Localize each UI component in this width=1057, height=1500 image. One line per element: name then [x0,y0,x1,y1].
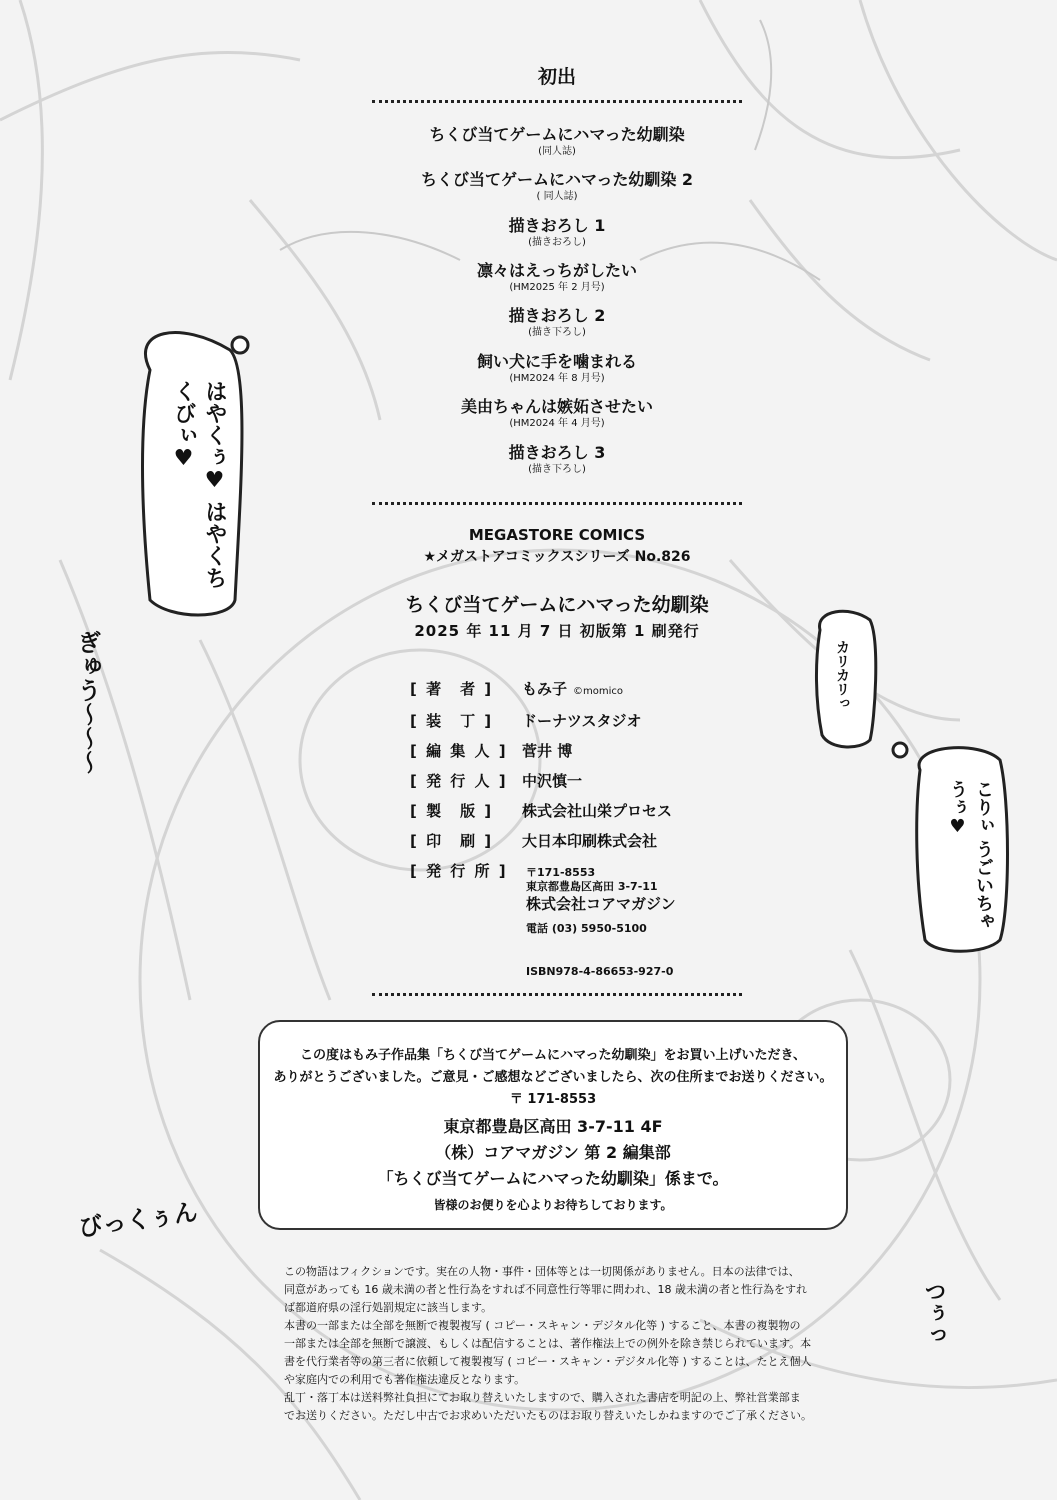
series-number: ★メガストアコミックスシリーズ No.826 [423,549,691,565]
bubble-text-left-bottom: びっくぅん [76,1197,200,1243]
legal-notice-line: や家庭内での利用でも著作権法違反となります。 [284,1373,526,1386]
message-closing: 皆様のお便りを心よりお待ちしております。 [433,1198,673,1212]
work-title: 描きおろし 3 [508,443,606,462]
work-entry-8 [372,443,742,477]
first-appearance-heading: 初出 [537,66,576,88]
reader-message-box [258,1020,848,1230]
credit-value: ドーナツスタジオ [522,712,642,730]
credit-value: 大日本印刷株式会社 [522,832,658,850]
work-entry-2 [372,170,742,204]
credit-label: [ 発 行 所 ] [410,862,508,880]
message-department: （株）コアマガジン 第 2 編集部 [435,1143,671,1162]
publisher-phone: 電話 (03) 5950-5100 [526,922,647,935]
divider-top [372,100,742,103]
legal-notice-line: 本書の一部または全部を無断で複製複写 ( コピー・スキャン・デジタル化等 ) すること、本書の複製物の [284,1319,801,1332]
work-title: 美由ちゃんは嫉妬させたい [460,397,653,416]
work-source: (描きおろし) [528,237,586,248]
message-line-2: ありがとうございました。ご意見・ご感想などございましたら、次の住所までお送りください。 [273,1070,833,1085]
copyright-mark: ©momico [573,686,624,697]
credit-label: [ 印 刷 ] [410,832,494,850]
legal-notice-line: 書を代行業者等の第三者に依頼して複製複写 ( コピー・スキャン・デジタル化等 ) することは、たとえ個人 [284,1355,812,1368]
work-title: 描きおろし 1 [508,216,606,235]
divider-bottom [372,993,742,996]
credit-value: もみ子 ©momico [522,680,624,698]
credit-value: 中沢慎一 [522,772,583,790]
work-source: (同人誌) [538,146,576,157]
work-source: (HM2024 年 4 月号) [509,418,605,429]
credit-author [410,678,770,706]
credit-label: [ 製 版 ] [410,802,494,820]
credit-printer [410,830,770,858]
bubble-text-left-top: はやくぅ♥ はやくちくびぃ♥ [171,380,227,589]
credit-editor [410,740,770,768]
work-source: (描き下ろし) [528,327,586,338]
work-title: ちくび当てゲームにハマった幼馴染 2 [420,170,694,189]
legal-notice-line: でお送りください。ただし中古でお求めいただいたものはお取り替えいたしかねますのでご了承ください。 [284,1409,812,1422]
work-entry-5 [372,306,742,340]
work-entry-7 [372,397,742,431]
work-entry-4 [372,261,742,295]
credit-value: 株式会社山栄プロセス [522,802,673,820]
publisher-address: 東京都豊島区高田 3-7-11 [526,880,658,893]
legal-notice-line: ば都道府県の淫行処罰規定に該当します。 [284,1301,493,1314]
work-title: 凛々はえっちがしたい [476,261,637,280]
legal-notice-line: 一部または全部を無断で譲渡、もしくは配信することは、著作権法上での例外を除き禁じられています。本 [284,1337,812,1350]
work-entry-6 [372,352,742,386]
book-title: ちくび当てゲームにハマった幼馴染 [405,594,709,616]
credit-publisher-person [410,770,770,798]
work-source: (HM2024 年 8 月号) [509,373,605,384]
work-source: (描き下ろし) [528,464,586,475]
publisher-company: 株式会社コアマガジン [526,895,676,913]
credit-design [410,710,770,738]
message-postal: 〒 171-8553 [509,1092,597,1107]
legal-notice-line: この物語はフィクションです。実在の人物・事件・団体等とは一切関係がありません。日本の法律では、 [284,1265,800,1278]
work-source: (HM2025 年 2 月号) [509,282,605,293]
credit-prepress [410,800,770,828]
credit-label: [ 編 集 人 ] [410,742,508,760]
credit-label: [ 発 行 人 ] [410,772,508,790]
work-entry-3 [372,216,742,250]
message-address: 東京都豊島区高田 3-7-11 4F [443,1117,663,1136]
publication-date: 2025 年 11 月 7 日 初版第 1 刷発行 [414,622,700,640]
message-attention: 「ちくび当てゲームにハマった幼馴染」係まで。 [377,1169,729,1188]
credit-label: [ 装 丁 ] [410,712,494,730]
work-title: 飼い犬に手を噛まれる [476,352,637,371]
bubble-text-left-mid: ぎゅう〜〜〜 [73,630,101,774]
bubble-text-right-bottom: つぅっ [921,1280,946,1346]
bubble-text-right-mid: こりぃ うごいちゃうぅ♥ [947,780,994,931]
isbn: ISBN978-4-86653-927-0 [526,965,674,978]
work-source: ( 同人誌) [536,191,578,202]
work-entry-1 [372,125,742,159]
work-title: ちくび当てゲームにハマった幼馴染 [429,125,685,144]
work-title: 描きおろし 2 [508,306,606,325]
credit-label: [ 著 者 ] [410,680,494,698]
legal-notice-line: 乱丁・落丁本は送料弊社負担にてお取り替えいたしますので、購入された書店を明記の上、弊社営業部ま [284,1391,801,1404]
bubble-text-right-top: カリカリっ [834,640,850,710]
publisher-postal: 〒171-8553 [526,866,596,879]
legal-notice-line: 同意があっても 16 歳未満の者と性行為をすれば不同意性行等罪に問われ、18 歳未満の者と性行為をすれ [284,1283,808,1296]
credit-value: 菅井 博 [522,742,573,760]
divider-middle [372,502,742,505]
message-line-1: この度はもみ子作品集「ちくび当てゲームにハマった幼馴染」をお買い上げいただき、 [300,1048,806,1063]
series-name: MEGASTORE COMICS [468,526,646,544]
